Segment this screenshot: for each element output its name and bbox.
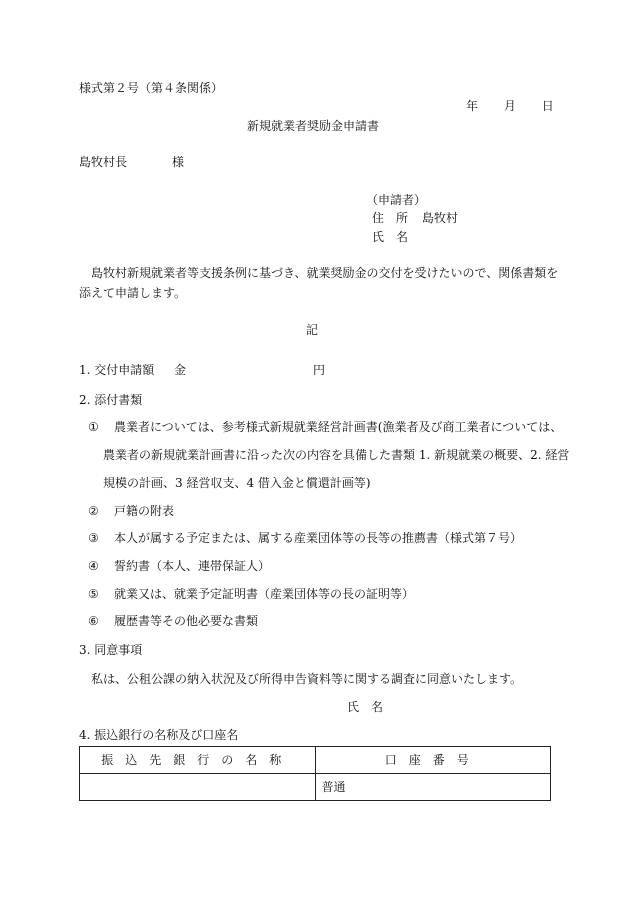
- table-header-row: [80, 747, 551, 774]
- attachment-4-text: 誓約書（本人、連帯保証人）: [114, 559, 271, 573]
- attachment-6-text: 履歴書等その他必要な書類: [114, 614, 259, 628]
- body-line-1: 島牧村新規就業者等支援条例に基づき、就業奨励金の交付を受けたいので、関係書類を: [91, 266, 559, 280]
- attachment-marker-4: ④: [88, 559, 99, 573]
- consent-text: 私は、公租公課の納入状況及び所得申告資料等に関する調査に同意いたします。: [91, 672, 523, 686]
- attachment-1-line-3: 規模の計画、3 経営収支、4 借入金と償還計画等): [103, 476, 371, 490]
- attachment-1-line-2: 農業者の新規就業計画書に沿った次の内容を具備した書類 1. 新規就業の概要、2. 経営: [103, 448, 570, 462]
- bank-account-table: [79, 746, 551, 801]
- table-row: [80, 774, 551, 801]
- section1-label: 1. 交付申請額: [79, 363, 155, 377]
- applicant-address-value: 島牧村: [422, 211, 459, 225]
- section2-label: 2. 添付書類: [79, 393, 143, 407]
- attachment-marker-6: ⑥: [88, 614, 99, 628]
- date-line: [466, 100, 554, 112]
- date-year: 年: [466, 99, 479, 113]
- applicant-address-label: 住 所: [372, 211, 409, 225]
- applicant-heading: （申請者）: [366, 193, 427, 207]
- ki-heading: 記: [306, 323, 319, 337]
- form-number: 様式第２号（第４条関係）: [79, 81, 224, 95]
- applicant-name-label: 氏 名: [372, 230, 409, 244]
- consent-name-label: 氏 名: [347, 700, 384, 714]
- attachment-marker-2: ②: [88, 504, 99, 518]
- attachment-marker-3: ③: [88, 531, 99, 545]
- section4-label: 4. 振込銀行の名称及び口座名: [79, 728, 239, 742]
- attachment-3-text: 本人が属する予定または、属する産業団体等の長等の推薦書（様式第７号）: [114, 531, 523, 545]
- account-number-header: 口座番号: [315, 747, 551, 774]
- account-number-cell[interactable]: 普通: [315, 774, 551, 801]
- document-title: 新規就業者奨励金申請書: [247, 119, 380, 133]
- attachment-1-line-1: 農業者については、参考様式新規就業経営計画書(漁業者及び商工業者については、: [114, 420, 563, 434]
- addressee-name: 島牧村長: [79, 155, 128, 169]
- body-line-2: 添えて申請します。: [79, 286, 187, 300]
- attachment-marker-5: ⑤: [88, 587, 99, 601]
- date-month: 月: [503, 99, 516, 113]
- section1-kin: 金: [174, 363, 187, 377]
- attachment-2-text: 戸籍の附表: [114, 504, 175, 518]
- bank-name-header: 振込先銀行の名称: [80, 747, 316, 774]
- bank-name-cell[interactable]: [80, 774, 316, 801]
- section3-label: 3. 同意事項: [79, 643, 143, 657]
- addressee-honorific: 様: [172, 155, 185, 169]
- date-day: 日: [541, 99, 554, 113]
- section1-yen: 円: [313, 363, 326, 377]
- attachment-5-text: 就業又は、就業予定証明書（産業団体等の長の証明等）: [114, 587, 415, 601]
- attachment-marker-1: ①: [88, 420, 99, 434]
